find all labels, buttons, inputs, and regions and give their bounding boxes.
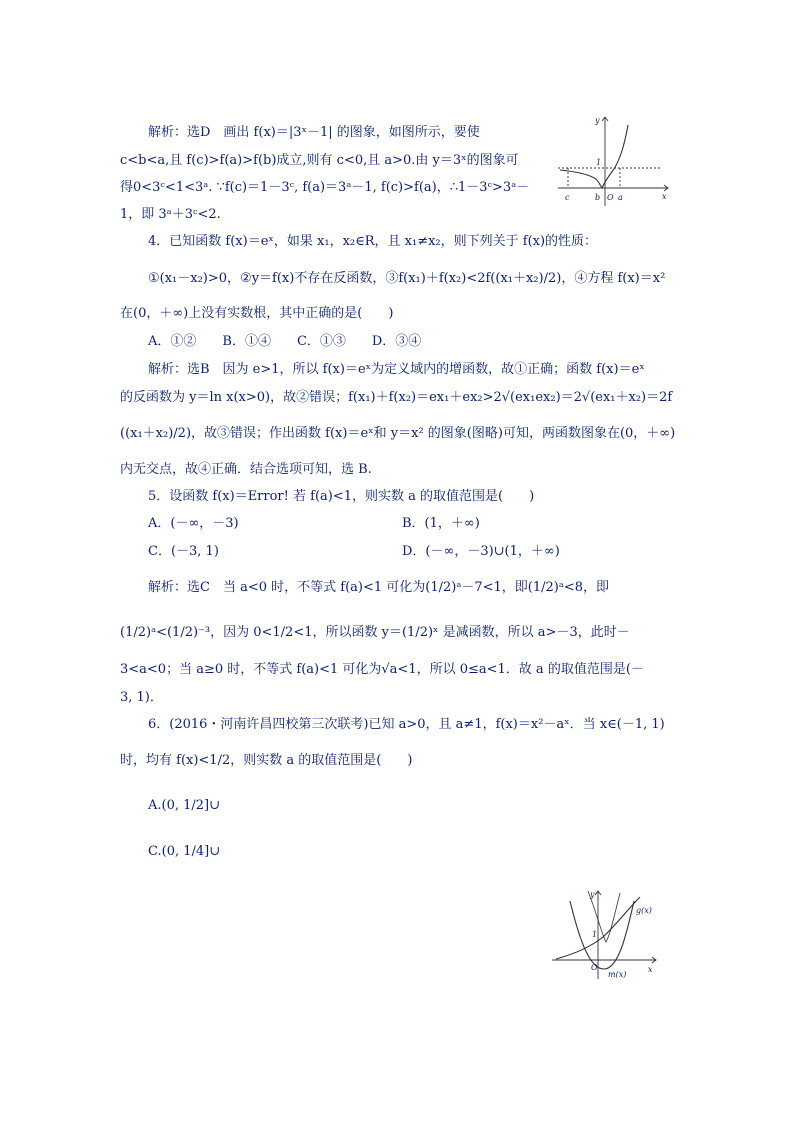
- question-5-option-a: A．(－∞，－3): [148, 516, 239, 531]
- figure-gx-mx: [548, 887, 663, 982]
- solution-3-line-1: 解析：选D 画出 f(x)＝|3ˣ－1| 的图象，如图所示，要使: [148, 125, 480, 140]
- solution-5-line-4: 3, 1)．: [120, 690, 163, 705]
- question-5-option-d: D．(－∞，－3)∪(1，＋∞): [402, 544, 560, 559]
- fig1-c-label: c: [565, 193, 570, 202]
- solution-4-line-2: 的反函数为 y＝ln x(x>0)，故②错误；f(x₁)＋f(x₂)＝ex₁＋ex₂>2√(ex₁ex₂)＝2√(ex₁＋x₂)＝2f: [120, 390, 673, 405]
- question-6-option-a: A.(0, 1/2]∪: [148, 798, 221, 813]
- fig1-a-label: a: [618, 193, 623, 202]
- fig2-x-label: x: [648, 965, 653, 974]
- fig2-g-label: g(x): [636, 906, 652, 915]
- question-4-line-2: ①(x₁－x₂)>0，②y＝f(x)不存在反函数，③f(x₁)＋f(x₂)<2f((x₁＋x₂)/2)，④方程 f(x)＝x²: [148, 271, 666, 286]
- question-5-option-b: B．(1，＋∞): [402, 516, 480, 531]
- fig1-y-label: y: [595, 116, 600, 125]
- solution-5-line-1: 解析：选C 当 a<0 时，不等式 f(a)<1 可化为(1/2)ᵃ－7<1，即(1/2)ᵃ<8，即: [148, 580, 610, 595]
- question-6-option-c: C.(0, 1/4]∪: [148, 844, 221, 859]
- fig1-o-label: O: [607, 193, 614, 202]
- solution-4-line-1: 解析：选B 因为 e>1，所以 f(x)＝eˣ为定义域内的增函数，故①正确；函数 f(x)＝eˣ: [148, 362, 645, 377]
- question-5-line-1: 5．设函数 f(x)＝Error! 若 f(a)<1，则实数 a 的取值范围是( ): [148, 489, 535, 504]
- solution-5-line-3: 3<a<0；当 a≥0 时，不等式 f(a)<1 可化为√a<1，所以 0≤a<1．故 a 的取值范围是(－: [120, 662, 644, 677]
- question-4-options: A．①② B．①④ C．①③ D．③④: [148, 334, 422, 349]
- question-4-line-1: 4．已知函数 f(x)＝eˣ，如果 x₁，x₂∈R，且 x₁≠x₂，则下列关于 f(x)的性质：: [148, 234, 598, 249]
- solution-4-line-3: ((x₁＋x₂)/2)，故③错误；作出函数 f(x)＝eˣ和 y＝x² 的图象(图略)可知，两函数图象在(0，＋∞): [120, 426, 676, 441]
- figure-abs-exponential: [550, 113, 670, 208]
- fig1-b-label: b: [595, 193, 601, 202]
- fig2-y-label: y: [590, 890, 595, 899]
- question-6-line-1: 6．(2016・河南许昌四校第三次联考)已知 a>0，且 a≠1，f(x)＝x²－aˣ．当 x∈(－1, 1): [148, 717, 665, 732]
- fig2-one-label: 1: [592, 930, 598, 939]
- solution-3-line-2: c<b<a,且 f(c)>f(a)>f(b)成立,则有 c<0,且 a>0.由 y＝3ˣ的图象可: [120, 153, 519, 168]
- solution-5-line-2: (1/2)ᵃ<(1/2)⁻³，因为 0<1/2<1，所以函数 y＝(1/2)ˣ 是减函数，所以 a>－3，此时－: [120, 625, 630, 640]
- question-5-option-c: C．(－3, 1): [148, 544, 219, 559]
- fig1-one-label: 1: [596, 158, 602, 167]
- solution-3-line-4: 1，即 3ᵃ＋3ᶜ<2.: [120, 207, 221, 222]
- fig2-m-label: m(x): [608, 970, 627, 979]
- fig2-o-label: O: [591, 963, 598, 972]
- question-4-line-3: 在(0，＋∞)上没有实数根，其中正确的是( ): [120, 306, 394, 321]
- solution-3-line-3: 得0<3ᶜ<1<3ᵃ. ∵f(c)＝1－3ᶜ, f(a)＝3ᵃ－1, f(c)>f(a)，∴1－3ᶜ>3ᵃ－: [120, 180, 530, 195]
- fig1-x-label: x: [662, 192, 667, 201]
- solution-4-line-4: 内无交点，故④正确．结合选项可知，选 B.: [120, 462, 372, 477]
- question-6-line-2: 时，均有 f(x)<1/2，则实数 a 的取值范围是( ): [120, 753, 413, 768]
